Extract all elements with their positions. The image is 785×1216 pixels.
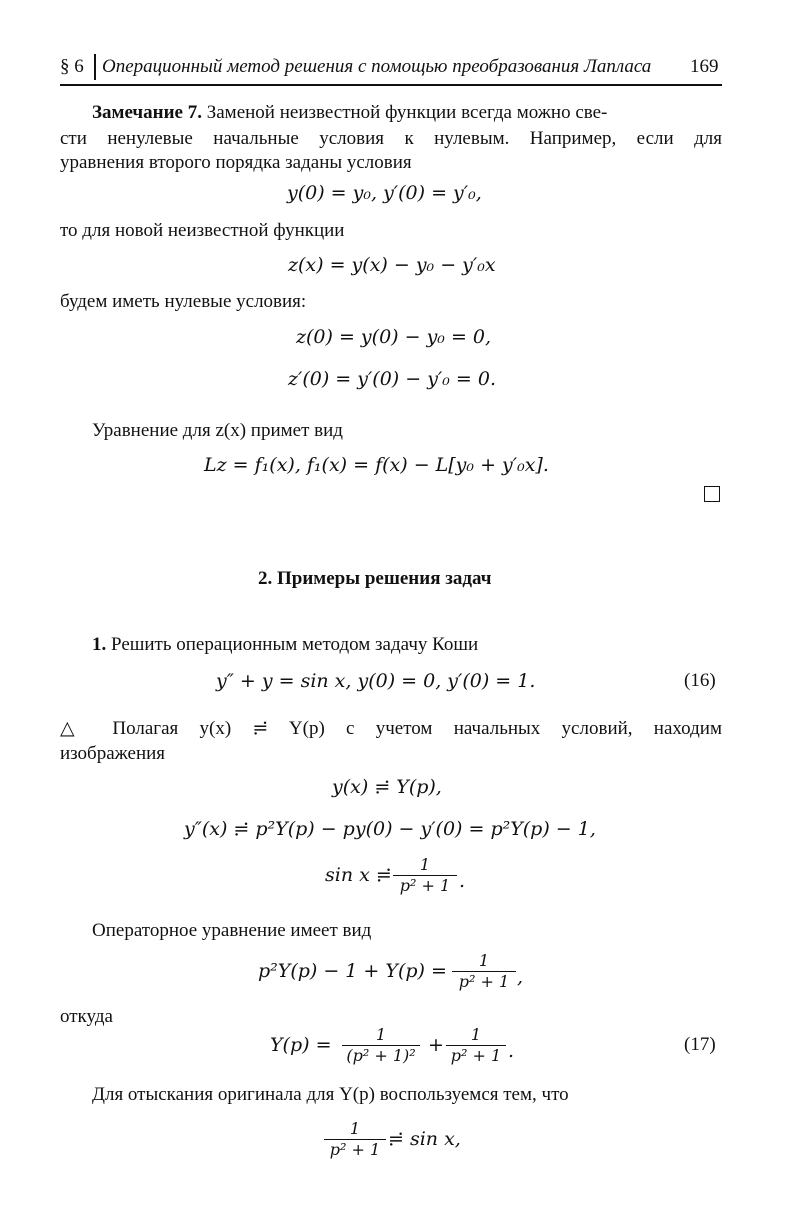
equation-17-label: (17) <box>684 1034 716 1055</box>
remark-line-3: уравнения второго порядка заданы условия <box>60 152 412 173</box>
text-zero-conditions: будем иметь нулевые условия: <box>60 291 307 312</box>
remark-label: Замечание 7. <box>92 102 202 123</box>
text-new-function: то для новой неизвестной функции <box>60 220 345 241</box>
fraction-numerator: 1 <box>375 1025 387 1044</box>
equation-17-left: Y(p) = <box>270 1034 332 1056</box>
text-find-original: Для отыскания оригинала для Y(p) воспользуемся тем, что <box>92 1084 569 1105</box>
fraction-17-second <box>446 1026 506 1065</box>
fraction-denominator: p² + 1 <box>450 1046 502 1065</box>
equation-16: y″ + y = sin x, y(0) = 0, y′(0) = 1. <box>216 670 536 692</box>
header-divider <box>94 54 96 80</box>
header-section: § 6 <box>60 56 84 77</box>
period-mark: . <box>459 870 466 892</box>
equation-operator-left: p²Y(p) − 1 + Y(p) = <box>258 960 447 982</box>
problem-statement: Решить операционным методом задачу Коши <box>111 634 479 655</box>
fraction-numerator: 1 <box>349 1119 361 1138</box>
text-operator-equation: Операторное уравнение имеет вид <box>92 920 372 941</box>
comma-mark: , <box>517 966 524 988</box>
equation-initial-conditions: y(0) = y₀, y′(0) = y′₀, <box>287 182 482 204</box>
period-mark: . <box>508 1040 515 1062</box>
remark-line-1-text: Заменой неизвестной функции всегда можно све- <box>206 102 608 123</box>
equation-16-label: (16) <box>684 670 716 691</box>
text-equation-for-z: Уравнение для z(x) примет вид <box>92 420 343 441</box>
section-heading: 2. Примеры решения задач <box>258 568 492 589</box>
remark-line-1 <box>92 100 607 126</box>
fraction-denominator: p² + 1 <box>399 876 451 895</box>
problem-statement-line <box>92 632 478 658</box>
equation-z-definition: z(x) = y(x) − y₀ − y′₀x <box>288 254 496 276</box>
solution-line-1: △ Полагая y(x) ≓ Y(p) с учетом начальных условий, находим <box>60 718 722 739</box>
equation-image-sin: sin x ≓ <box>325 864 392 886</box>
equation-Lz: Lz = f₁(x), f₁(x) = f(x) − L[y₀ + y′₀x]. <box>204 454 549 476</box>
fraction-sin <box>393 856 457 895</box>
header-title: Операционный метод решения с помощью преобразования Лапласа <box>102 56 652 77</box>
fraction-numerator: 1 <box>470 1025 482 1044</box>
remark-line-2: сти ненулевые начальные условия к нулевым. Например, если для <box>60 128 722 149</box>
equation-z0-prime: z′(0) = y′(0) − y′₀ = 0. <box>288 368 496 390</box>
fraction-numerator: 1 <box>478 951 490 970</box>
fraction-17-first <box>342 1026 420 1065</box>
equation-image-ypp: y″(x) ≓ p²Y(p) − py(0) − y′(0) = p²Y(p) − 1, <box>184 818 596 840</box>
page-number: 169 <box>690 56 719 77</box>
equation-z0: z(0) = y(0) − y₀ = 0, <box>296 326 492 348</box>
fraction-operator <box>452 952 516 991</box>
equation-last-right: ≓ sin x, <box>388 1128 461 1150</box>
solution-line-2: изображения <box>60 743 166 764</box>
equation-image-y: y(x) ≓ Y(p), <box>332 776 442 798</box>
header-rule <box>60 84 722 86</box>
text-whence: откуда <box>60 1006 113 1027</box>
fraction-denominator: p² + 1 <box>458 972 510 991</box>
fraction-last <box>324 1120 386 1159</box>
fraction-denominator: p² + 1 <box>329 1140 381 1159</box>
fraction-numerator: 1 <box>419 855 431 874</box>
fraction-denominator: (p² + 1)² <box>346 1046 416 1065</box>
plus-sign: + <box>428 1034 444 1056</box>
problem-number: 1. <box>92 634 107 655</box>
end-of-proof-square <box>704 486 720 502</box>
